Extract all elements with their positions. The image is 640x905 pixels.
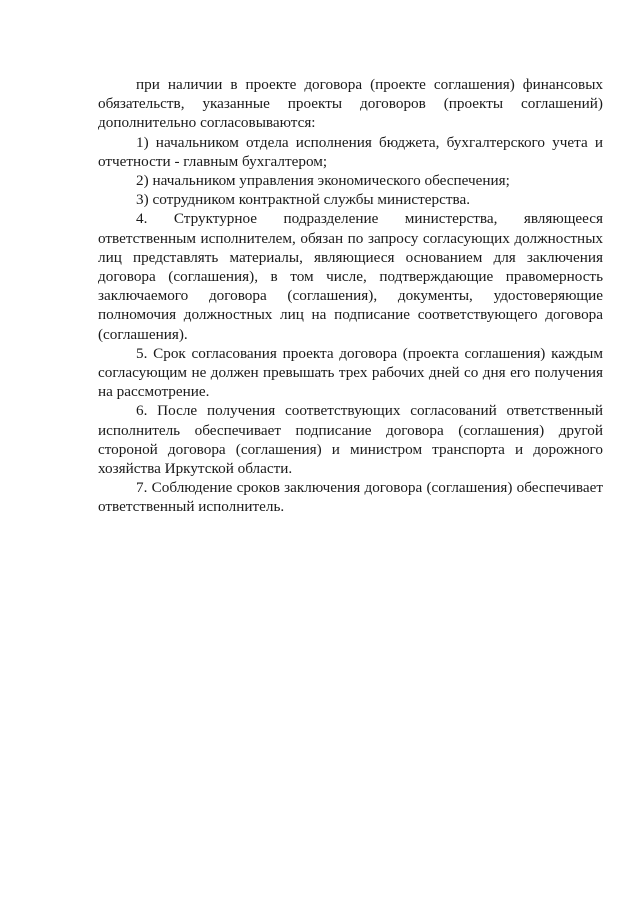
document-body (98, 75, 603, 517)
paragraph-item-6: 6. После получения соответствующих согласований ответственный исполнитель обеспечивает подписание договора (соглашения) другой стороной договора (соглашения) и министром транспорта и дорожного хозяйства Иркутской области. (98, 402, 603, 478)
paragraph-item-7: 7. Соблюдение сроков заключения договора (соглашения) обеспечивает ответственный исполнитель. (98, 479, 603, 516)
list-item-contract-service: 3) сотрудником контрактной службы министерства. (136, 191, 471, 209)
paragraph-financial-obligations: при наличии в проекте договора (проекте соглашения) финансовых обязательств, указанные проекты договоров (проекты соглашений) дополнительно согласовываются: (98, 76, 603, 132)
paragraph-item-5: 5. Срок согласования проекта договора (проекта соглашения) каждым согласующим не должен превышать трех рабочих дней со дня его получения на рассмотрение. (98, 344, 603, 401)
list-item-economic-department: 2) начальником управления экономического обеспечения; (136, 172, 510, 190)
paragraph-item-4: 4. Структурное подразделение министерства, являющееся ответственным исполнителем, обязан по запросу согласующих должностных лиц представлять материалы, являющиеся основанием для заключения договора (соглашения), в том числе, подтверждающие правомерность заключаемого договора (соглашения), документы, удостоверяющие полномочия должностных лиц на подписание соответствующего договора (соглашения). (98, 210, 603, 343)
list-item-chief-accountant: 1) начальником отдела исполнения бюджета, бухгалтерского учета и отчетности - главным бухгалтером; (98, 133, 603, 170)
